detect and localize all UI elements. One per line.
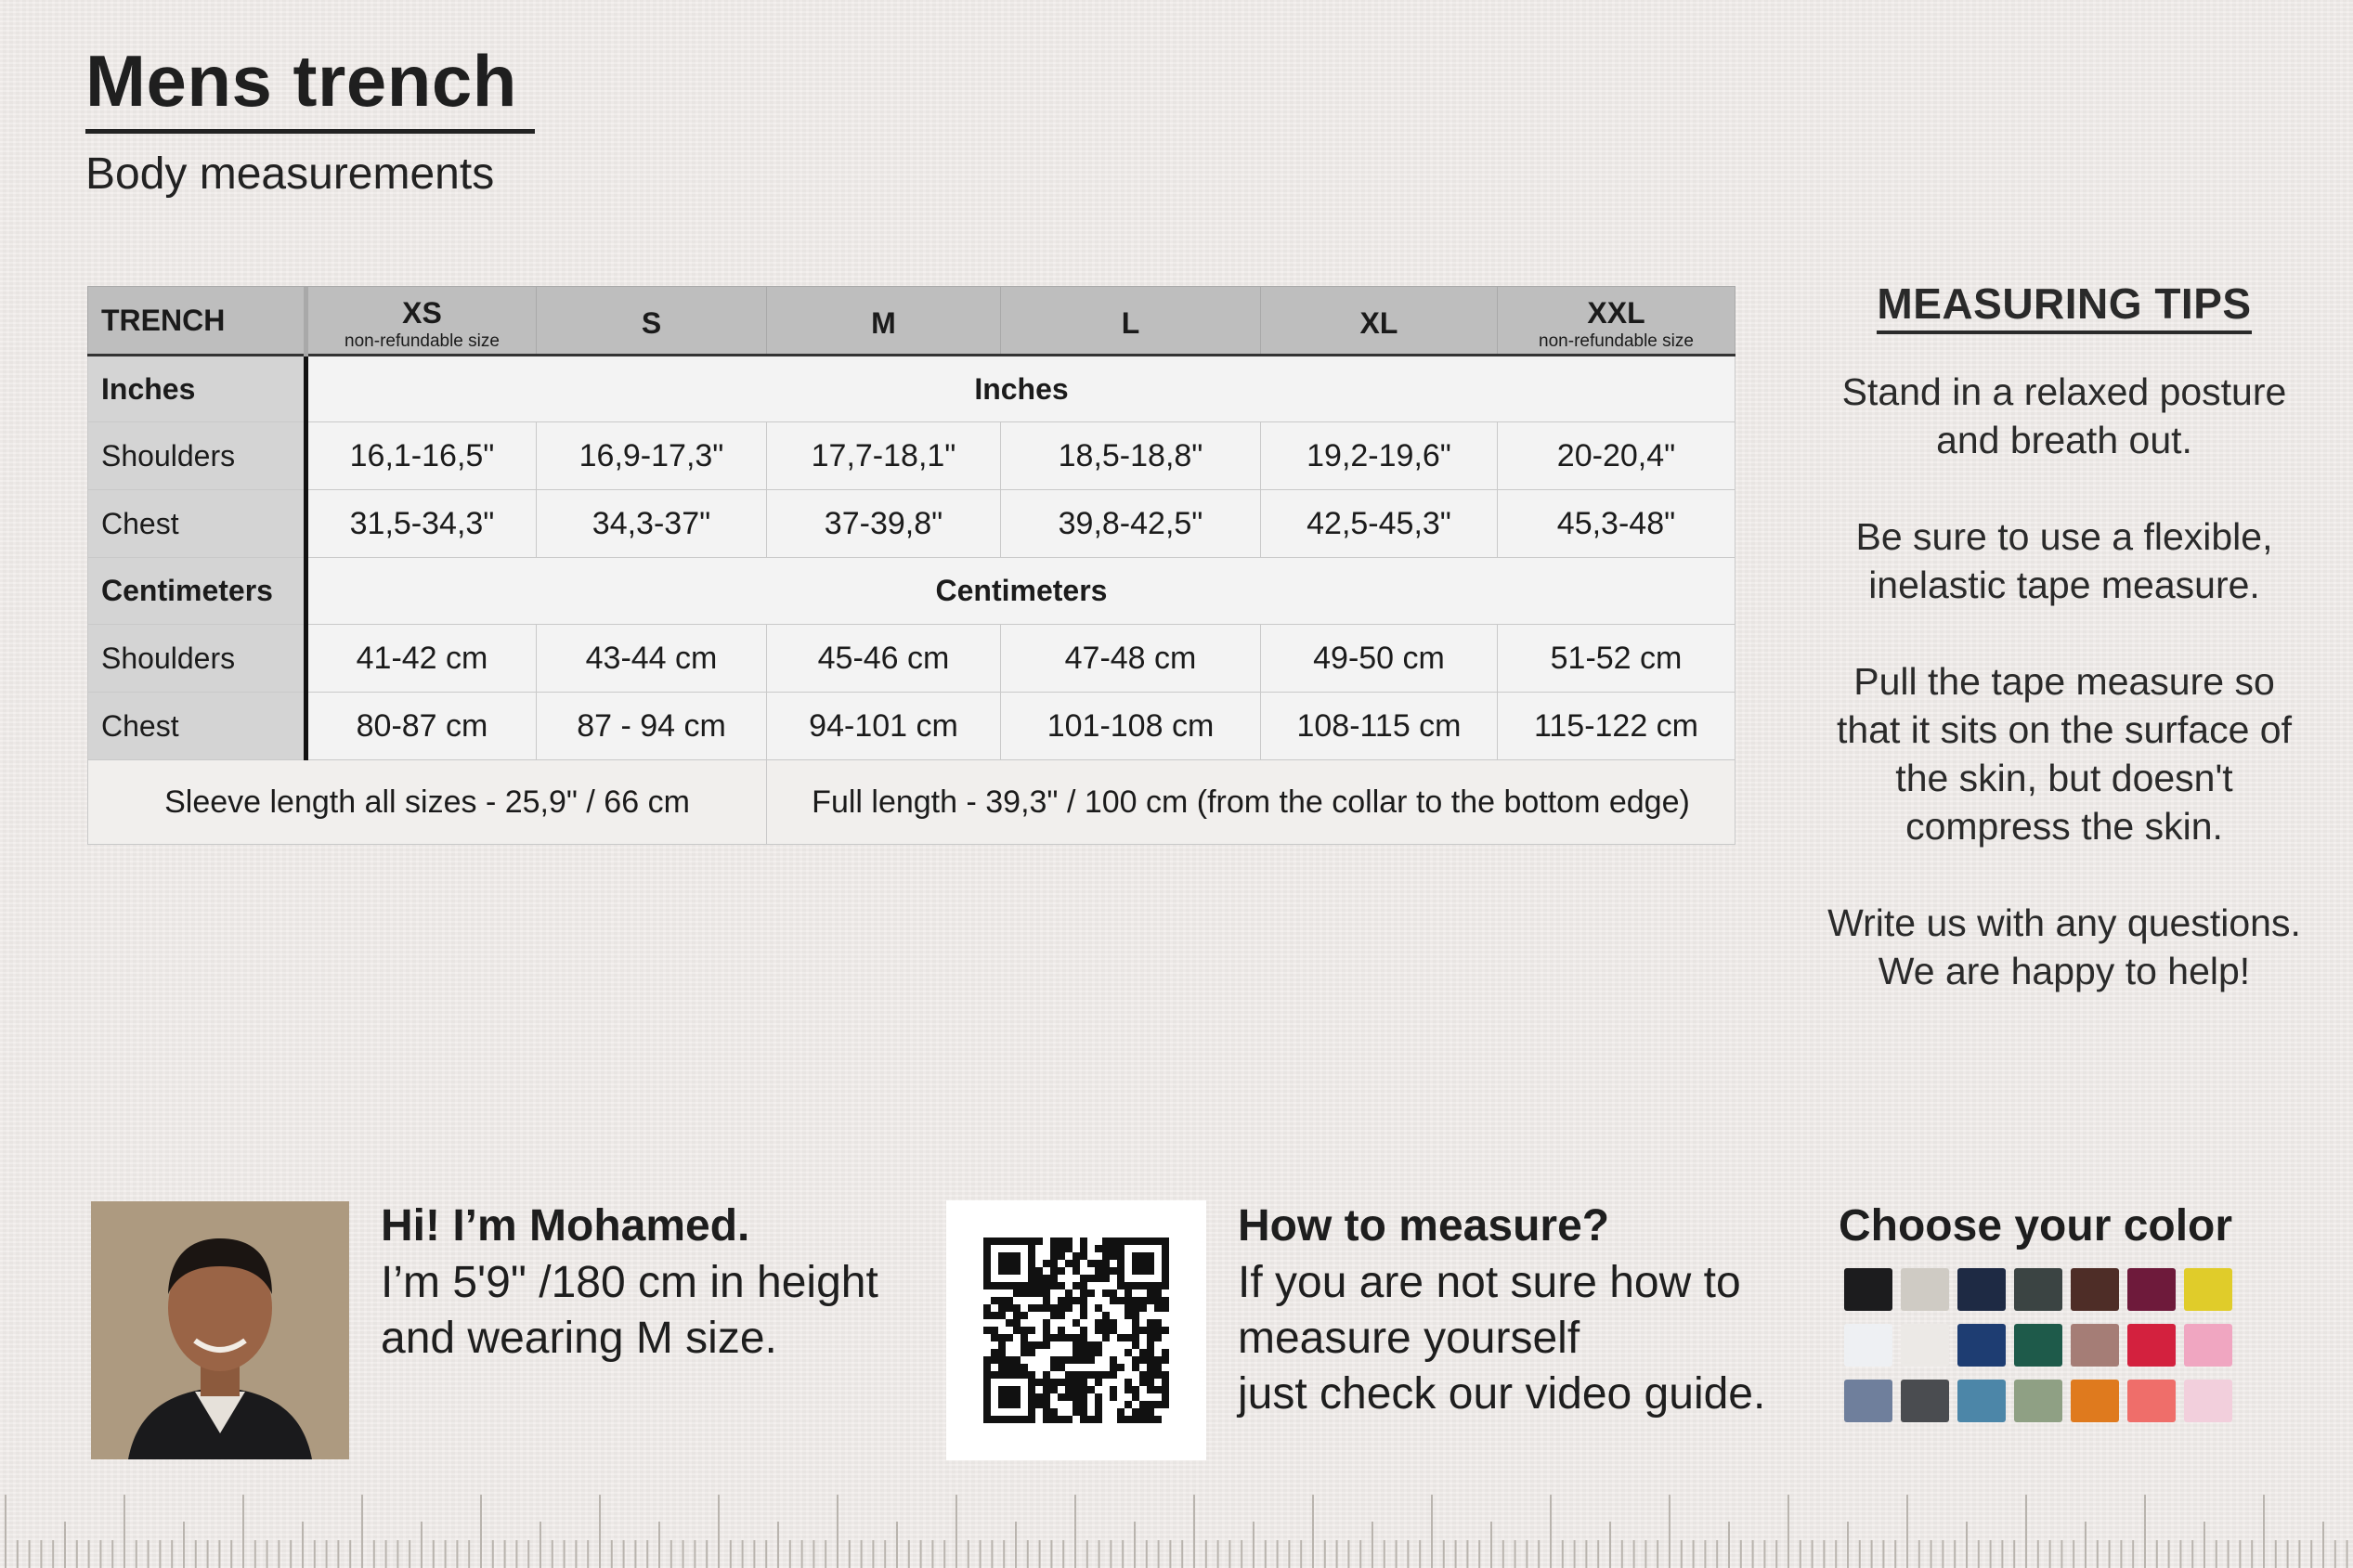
color-swatch[interactable] — [2184, 1380, 2232, 1422]
row-label: Chest — [88, 490, 306, 558]
table-cell: 108-115 cm — [1261, 693, 1498, 760]
size-chart-table — [87, 286, 1736, 845]
row-label: Chest — [88, 693, 306, 760]
table-row-inches-chest — [88, 490, 1736, 558]
color-swatch[interactable] — [2014, 1324, 2062, 1367]
table-cell: 31,5-34,3" — [306, 490, 537, 558]
section-heading-centimeters: Centimeters — [306, 558, 1736, 625]
table-row-cm-shoulders — [88, 625, 1736, 693]
table-cell: 94-101 cm — [767, 693, 1001, 760]
table-cell: 80-87 cm — [306, 693, 537, 760]
color-swatch[interactable] — [2014, 1380, 2062, 1422]
table-cell: 20-20,4" — [1498, 422, 1736, 490]
size-header-l: L — [1001, 287, 1261, 356]
table-cell: 115-122 cm — [1498, 693, 1736, 760]
table-cell: 16,9-17,3" — [537, 422, 767, 490]
row-label: Shoulders — [88, 422, 306, 490]
how-to-measure-heading: How to measure? — [1238, 1201, 1610, 1251]
qr-code-icon — [946, 1200, 1206, 1460]
color-swatch[interactable] — [1957, 1380, 2006, 1422]
color-swatch[interactable] — [2127, 1324, 2176, 1367]
section-row-inches — [88, 356, 1736, 422]
model-greeting: Hi! I’m Mohamed. — [381, 1201, 750, 1251]
table-cell: 43-44 cm — [537, 625, 767, 693]
color-swatch[interactable] — [1957, 1324, 2006, 1367]
color-swatch[interactable] — [2127, 1380, 2176, 1422]
how-to-measure-line: just check our video guide. — [1238, 1369, 1766, 1419]
table-cell: 45-46 cm — [767, 625, 1001, 693]
table-row-inches-shoulders — [88, 422, 1736, 490]
table-cell: 87 - 94 cm — [537, 693, 767, 760]
color-swatch[interactable] — [2184, 1268, 2232, 1311]
table-cell: 19,2-19,6" — [1261, 422, 1498, 490]
tip-item: Be sure to use a flexible, inelastic tape measure. — [1855, 515, 2273, 606]
color-swatch[interactable] — [2071, 1380, 2119, 1422]
table-cell: 45,3-48" — [1498, 490, 1736, 558]
tip-item: Stand in a relaxed posture and breath out. — [1841, 370, 2287, 461]
table-row-cm-chest — [88, 693, 1736, 760]
table-cell: 51-52 cm — [1498, 625, 1736, 693]
size-header-xl: XL — [1261, 287, 1498, 356]
measuring-tips-panel — [1818, 279, 2310, 1043]
full-length-note: Full length - 39,3" / 100 cm (from the collar to the bottom edge) — [767, 760, 1736, 845]
model-portrait-illustration — [91, 1201, 349, 1459]
ruler-graphic — [0, 1495, 2353, 1568]
table-footer-row — [88, 760, 1736, 845]
section-heading-inches: Inches — [306, 356, 1736, 422]
table-header-row — [88, 287, 1736, 356]
section-row-centimeters — [88, 558, 1736, 625]
how-to-measure-info — [1238, 1198, 1795, 1422]
table-cell: 39,8-42,5" — [1001, 490, 1261, 558]
table-cell: 49-50 cm — [1261, 625, 1498, 693]
table-cell: 41-42 cm — [306, 625, 537, 693]
sleeve-length-note: Sleeve length all sizes - 25,9" / 66 cm — [88, 760, 767, 845]
table-cell: 47-48 cm — [1001, 625, 1261, 693]
measuring-tips-title: MEASURING TIPS — [1877, 279, 2251, 334]
how-to-measure-line: measure yourself — [1238, 1314, 1580, 1363]
model-height-text: I’m 5'9" /180 cm in height — [381, 1258, 878, 1307]
size-header-s: S — [537, 287, 767, 356]
color-swatch[interactable] — [2127, 1268, 2176, 1311]
color-swatch[interactable] — [2014, 1268, 2062, 1311]
page-subtitle: Body measurements — [85, 149, 495, 199]
color-swatch-grid — [1844, 1268, 2232, 1422]
size-header-m: M — [767, 287, 1001, 356]
tip-item: Pull the tape measure so that it sits on the surface of the skin, but doesn't compress the skin. — [1837, 660, 2292, 848]
tip-item: Write us with any questions. We are happy to help! — [1827, 901, 2301, 992]
table-cell: 42,5-45,3" — [1261, 490, 1498, 558]
color-swatch[interactable] — [2184, 1324, 2232, 1367]
color-swatch[interactable] — [1844, 1324, 1892, 1367]
model-size-text: and wearing M size. — [381, 1314, 777, 1363]
table-cell: 34,3-37" — [537, 490, 767, 558]
table-cell: 101-108 cm — [1001, 693, 1261, 760]
table-cell: 18,5-18,8" — [1001, 422, 1261, 490]
color-swatch[interactable] — [2071, 1268, 2119, 1311]
color-swatch[interactable] — [2071, 1324, 2119, 1367]
model-info — [381, 1198, 938, 1367]
section-label-inches: Inches — [88, 356, 306, 422]
table-cell: 17,7-18,1" — [767, 422, 1001, 490]
page-title: Mens trench — [85, 40, 517, 122]
color-swatch[interactable] — [1844, 1268, 1892, 1311]
how-to-measure-line: If you are not sure how to — [1238, 1258, 1741, 1307]
color-swatch[interactable] — [1901, 1324, 1949, 1367]
table-cell: 37-39,8" — [767, 490, 1001, 558]
color-swatch[interactable] — [1901, 1380, 1949, 1422]
table-cell: 16,1-16,5" — [306, 422, 537, 490]
color-swatch[interactable] — [1844, 1380, 1892, 1422]
video-guide-qr-code[interactable] — [946, 1200, 1206, 1460]
model-photo — [91, 1201, 349, 1459]
title-underline — [85, 129, 535, 134]
color-swatch[interactable] — [1901, 1268, 1949, 1311]
size-header-xs: XS non-refundable size — [306, 287, 537, 356]
table-corner-label: TRENCH — [88, 287, 306, 356]
size-header-xxl: XXL non-refundable size — [1498, 287, 1736, 356]
color-swatch[interactable] — [1957, 1268, 2006, 1311]
color-chooser-heading: Choose your color — [1839, 1201, 2233, 1251]
color-chooser — [1839, 1198, 2232, 1422]
row-label: Shoulders — [88, 625, 306, 693]
section-label-centimeters: Centimeters — [88, 558, 306, 625]
